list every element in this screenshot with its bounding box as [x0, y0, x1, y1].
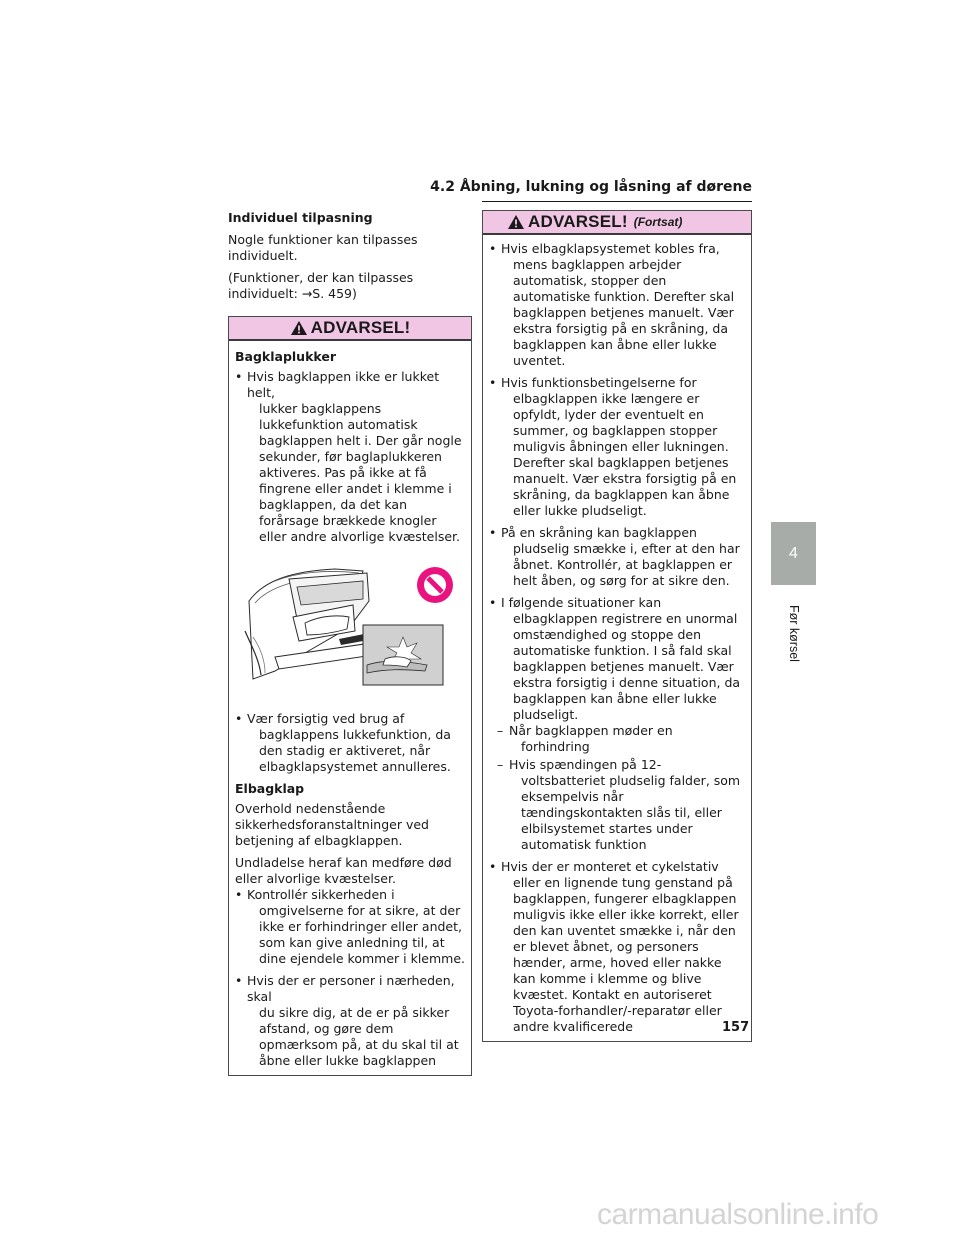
warning-body — [229, 341, 471, 1075]
section-heading: Individuel tilpasning — [228, 210, 373, 225]
list-item: • Hvis der er monteret et cykelstativ eller en lignende tung genstand på bagklappen, fungerer elbagklappen muligvis ikke eller ikke korrekt, eller den kan uventet smække i, når den er blevet åbnet, og personers hænder, arme, hoved eller nakke kan komme i klemme og blive kvæstet. Kontakt en autoriseret Toyota-forhandler/-reparatør eller andre kvalificerede — [489, 859, 745, 1035]
left-column — [228, 210, 472, 1076]
warning-box-continued — [482, 210, 752, 1042]
header-rule — [482, 201, 752, 202]
warning-title: ADVARSEL! — [528, 212, 628, 231]
list-item: • I følgende situationer kan elbagklappen registrere en unormal omstændighed og stoppe den automatiske funktion. I så fald skal bagklappen betjenes manuelt. Vær ekstra forsigtig i denne situation, da bagklappen kan åbne eller lukke pludseligt. — [489, 595, 745, 723]
list-item: • Kontrollér sikkerheden i omgivelserne for at sikre, at der ikke er forhindringer eller andet, som kan give anledning til, at dine ejendele kommer i klemme. — [235, 887, 465, 967]
list-item: • Vær forsigtig ved brug af bagklappens lukkefunktion, da den stadig er aktiveret, når elbagklapsystemet annulleres. — [235, 711, 465, 775]
section-title: 4.2 Åbning, lukning og låsning af dørene — [430, 179, 752, 195]
warning-continued: (Fortsat) — [633, 215, 683, 229]
page-header — [0, 179, 960, 201]
sub-list-item: – Når bagklappen møder en forhindring — [497, 723, 745, 755]
warning-body — [483, 235, 751, 1041]
paragraph: Undladelse heraf kan medføre død eller alvorlige kvæstelser. — [235, 855, 452, 886]
warning-icon — [507, 214, 525, 230]
chapter-tab: 4 — [771, 522, 816, 585]
watermark: carmanualsonline.info — [597, 1198, 879, 1231]
subheading: Elbagklap — [235, 781, 305, 796]
warning-icon — [290, 320, 308, 336]
chapter-label: Før kørsel — [787, 605, 801, 662]
page-number: 157 — [722, 1020, 750, 1035]
paragraph: Overhold nedenstående sikkerhedsforanstaltninger ved betjening af elbagklappen. — [235, 801, 429, 848]
right-column — [482, 210, 752, 1042]
sub-list-item: – Hvis spændingen på 12- voltsbatteriet pludselig falder, som eksempelvis når tændingskontakten slås til, eller elbilsystemet startes under automatisk funktion — [497, 757, 745, 853]
warning-title: ADVARSEL! — [310, 318, 411, 337]
list-item: • Hvis der er personer i nærheden, skal du sikre dig, at de er på sikker afstand, og gøre dem opmærksom på, at du skal til at åbne eller lukke bagklappen — [235, 973, 465, 1069]
warning-header — [229, 317, 471, 341]
paragraph: (Funktioner, der kan tilpasses individuelt: →S. 459) — [228, 270, 414, 301]
list-item: • Hvis funktionsbetingelserne for elbagklappen ikke længere er opfyldt, lyder der eventuelt en summer, og bagklappen stopper muligvis åbningen eller lukningen. Derefter skal bagklappen betjenes manuelt. Vær ekstra forsigtig på en skråning, da bagklappen kan åbne eller lukke pludseligt. — [489, 375, 745, 519]
warning-header — [483, 211, 751, 235]
warning-box — [228, 316, 472, 1076]
subheading: Bagklaplukker — [235, 349, 337, 364]
list-item: • På en skråning kan bagklappen pludselig smække i, efter at den har åbnet. Kontrollér, at bagklappen er helt åben, og sørg for at sikre den. — [489, 525, 745, 589]
list-item: • Hvis elbagklapsystemet kobles fra, mens bagklappen arbejder automatisk, stopper den automatiske funktion. Derefter skal bagklappen betjenes manuelt. Vær ekstra forsigtig på en skråning, da bagklappen kan åbne eller lukke uventet. — [489, 241, 745, 369]
tailgate-illustration — [235, 561, 461, 691]
paragraph: Nogle funktioner kan tilpasses individuelt. — [228, 232, 418, 263]
list-item: • Hvis bagklappen ikke er lukket helt, lukker bagklappens lukkefunktion automatisk bagklappen helt i. Der går nogle sekunder, før baglaplukkeren aktiveres. Pas på ikke at få fingrene eller andet i klemme i bagklappen, da det kan forårsage brækkede knogler eller andre alvorlige kvæstelser. — [235, 369, 465, 545]
